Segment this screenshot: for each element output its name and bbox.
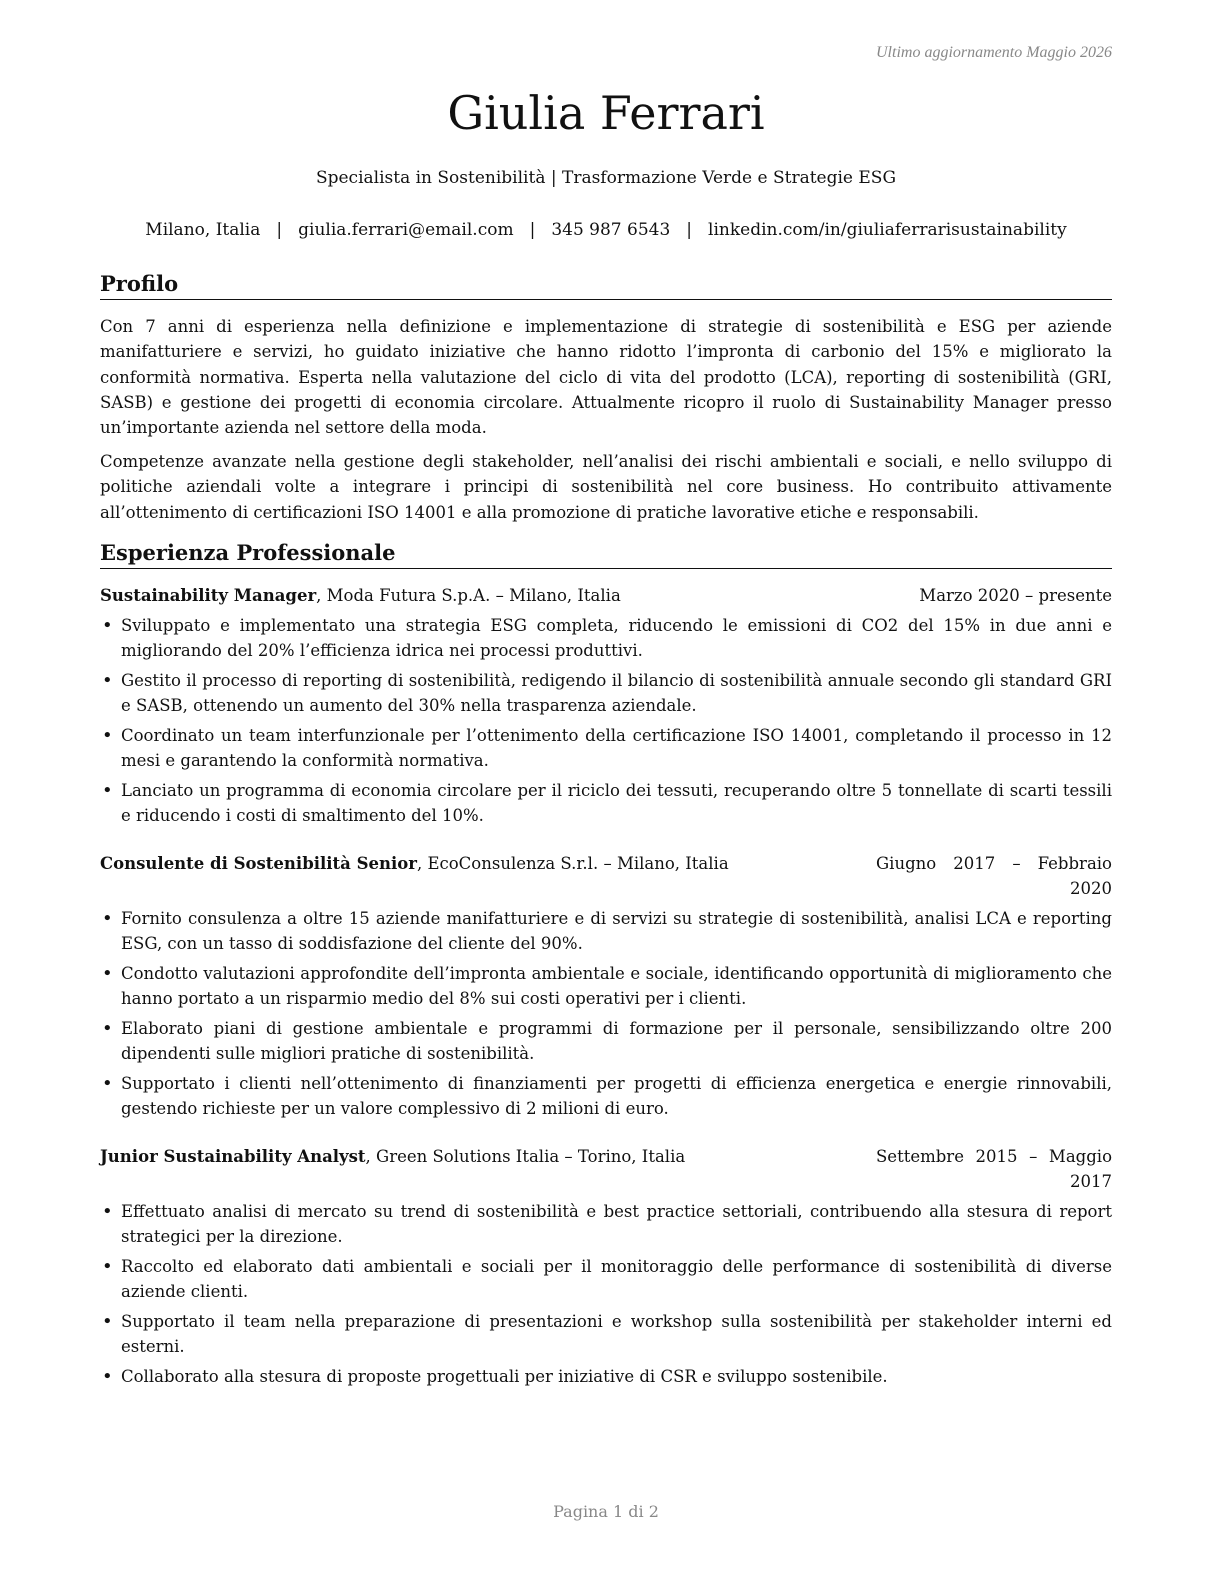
job-dates: Giugno 2017 – Febbraio 2020: [876, 854, 1112, 898]
list-item: • Condotto valutazioni approfondite dell’impronta ambientale e sociale, identificando opportunità di miglioramento che hanno portato a un risparmio medio del 8% sui costi operativi per i clienti.: [100, 961, 1112, 1011]
job-role: Consulente di Sostenibilità Senior: [100, 854, 417, 873]
contact-email[interactable]: giulia.ferrari@email.com: [298, 220, 514, 240]
job-bullets: [100, 613, 1112, 833]
job-dates: Settembre 2015 – Maggio 2017: [876, 1147, 1112, 1191]
contact-phone[interactable]: 345 987 6543: [551, 220, 671, 240]
job-company: , Green Solutions Italia – Torino, Italia: [365, 1147, 686, 1166]
list-item: • Elaborato piani di gestione ambientale e programmi di formazione per il personale, sensibilizzando oltre 200 dipendenti sulle migliori pratiche di sostenibilità.: [100, 1016, 1112, 1066]
contact-location: Milano, Italia: [145, 220, 261, 240]
job-header: [100, 583, 1112, 608]
contact-separator: |: [686, 220, 693, 240]
section-title-experience: Esperienza Professionale: [100, 540, 1112, 569]
list-item: • Fornito consulenza a oltre 15 aziende manifatturiere e di servizi su strategie di sostenibilità, analisi LCA e reporting ESG, con un tasso di soddisfazione del cliente del 90%.: [100, 906, 1112, 956]
job-company: , Moda Futura S.p.A. – Milano, Italia: [316, 586, 621, 605]
candidate-name: Giulia Ferrari: [447, 86, 765, 140]
job-dates: Marzo 2020 – presente: [919, 586, 1112, 605]
contact-separator: |: [529, 220, 536, 240]
job-header: [100, 1144, 1112, 1191]
list-item: • Sviluppato e implementato una strategia ESG completa, riducendo le emissioni di CO2 del 15% in due anni e migliorando del 20% l’efficienza idrica nei processi produttivi.: [100, 613, 1112, 663]
list-item: • Raccolto ed elaborato dati ambientali e sociali per il monitoraggio delle performance di sostenibilità di diverse aziende clienti.: [100, 1254, 1112, 1304]
job-bullets: [100, 1199, 1112, 1394]
list-item: • Supportato il team nella preparazione di presentazioni e workshop sulla sostenibilità per stakeholder interni ed esterni.: [100, 1309, 1112, 1359]
contact-linkedin[interactable]: linkedin.com/in/giuliaferrarisustainability: [708, 220, 1067, 240]
job-bullets: [100, 906, 1112, 1126]
profile-paragraph-1: Con 7 anni di esperienza nella definizione e implementazione di strategie di sostenibilità e ESG per aziende manifatturiere e servizi, ho guidato iniziative che hanno ridotto l’impronta di carbonio del 15% e migliorato la conformità normativa. Esperta nella valutazione del ciclo di vita del prodotto (LCA), reporting di sostenibilità (GRI, SASB) e gestione dei progetti di economia circolare. Attualmente ricopro il ruolo di Sustainability Manager presso un’importante azienda nel settore della moda.: [100, 317, 1112, 438]
job-role: Junior Sustainability Analyst: [100, 1147, 366, 1166]
list-item: • Effettuato analisi di mercato su trend di sostenibilità e best practice settoriali, contribuendo alla stesura di report strategici per la direzione.: [100, 1199, 1112, 1249]
last-updated: Ultimo aggiornamento Maggio 2026: [876, 44, 1112, 61]
resume-page: [100, 0, 1112, 1584]
page-number: Pagina 1 di 2: [553, 1502, 659, 1521]
job-header: [100, 851, 1112, 898]
list-item: • Supportato i clienti nell’ottenimento di finanziamenti per progetti di efficienza energetica e energie rinnovabili, gestendo richieste per un valore complessivo di 2 milioni di euro.: [100, 1071, 1112, 1121]
job-role: Sustainability Manager: [100, 586, 317, 605]
section-title-profile: Profilo: [100, 271, 1112, 300]
contact-line: [100, 220, 1112, 240]
profile-paragraph-2: Competenze avanzate nella gestione degli stakeholder, nell’analisi dei rischi ambientali e sociali, e nello sviluppo di politiche aziendali volte a integrare i principi di sostenibilità nel core business. Ho contribuito attivamente all’ottenimento di certificazioni ISO 14001 e alla promozione di pratiche lavorative etiche e responsabili.: [100, 452, 1112, 522]
list-item: • Gestito il processo di reporting di sostenibilità, redigendo il bilancio di sostenibilità annuale secondo gli standard GRI e SASB, ottenendo un aumento del 30% nella trasparenza aziendale.: [100, 668, 1112, 718]
list-item: • Coordinato un team interfunzionale per l’ottenimento della certificazione ISO 14001, completando il processo in 12 mesi e garantendo la conformità normativa.: [100, 723, 1112, 773]
contact-separator: |: [276, 220, 283, 240]
candidate-subtitle: Specialista in Sostenibilità | Trasformazione Verde e Strategie ESG: [315, 168, 897, 188]
list-item: • Lanciato un programma di economia circolare per il riciclo dei tessuti, recuperando oltre 5 tonnellate di scarti tessili e riducendo i costi di smaltimento del 10%.: [100, 778, 1112, 828]
job-company: , EcoConsulenza S.r.l. – Milano, Italia: [416, 854, 729, 873]
list-item: • Collaborato alla stesura di proposte progettuali per iniziative di CSR e sviluppo sostenibile.: [100, 1364, 1112, 1389]
